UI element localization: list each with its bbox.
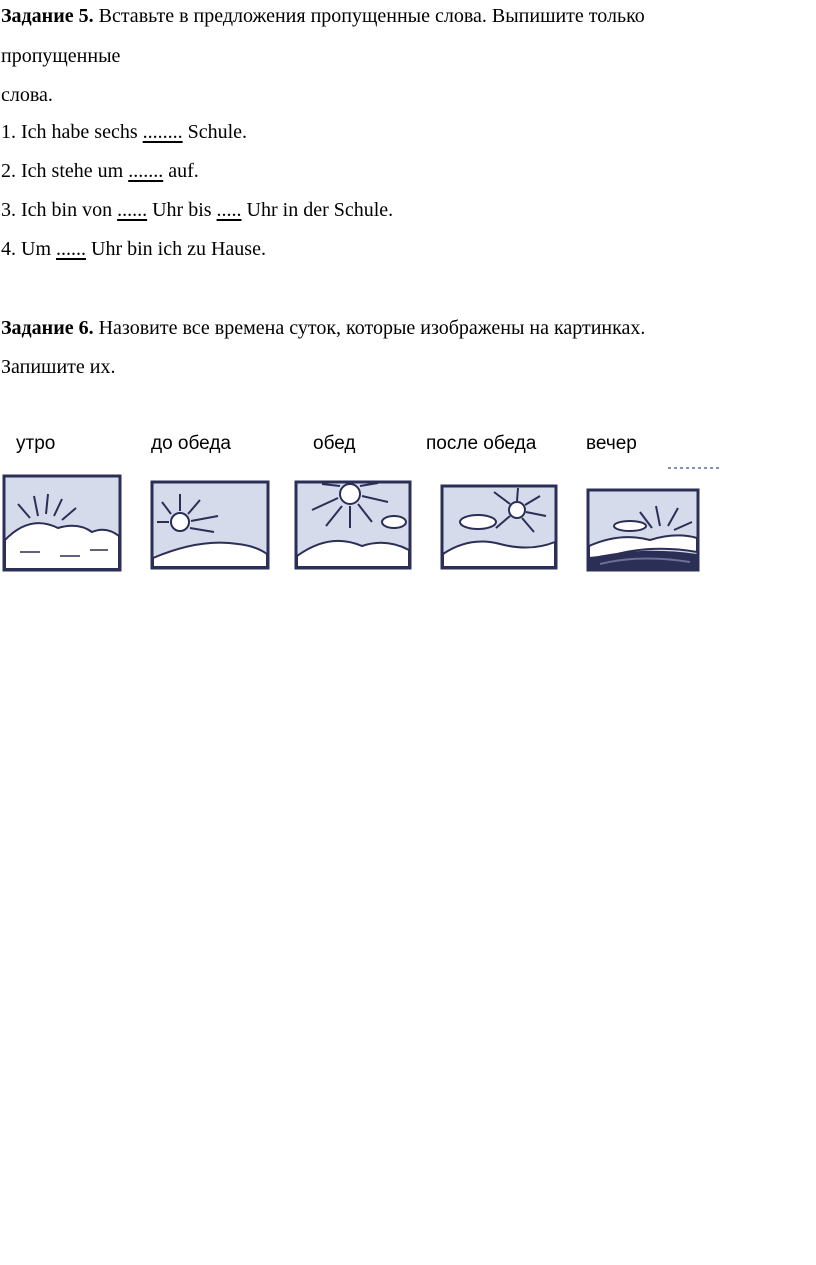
sentence-1	[1, 120, 247, 144]
task6-intro-line1	[1, 316, 645, 340]
blank-field: ........	[142, 121, 183, 143]
blank-field: ......	[56, 238, 86, 260]
sentence-text: 1. Ich habe sechs	[1, 121, 143, 143]
task6-instruction-part1: Назовите все времена суток, которые изображены на картинках.	[93, 317, 646, 339]
sentence-text: Uhr in der Schule.	[241, 199, 394, 221]
times-of-day-picture-strip	[0, 466, 722, 572]
sentence-2	[1, 159, 199, 183]
sentence-4	[1, 237, 266, 261]
sentence-text: 4. Um	[1, 238, 56, 260]
caption-before-noon: до обеда	[151, 433, 231, 454]
caption-evening: вечер	[586, 433, 637, 454]
caption-afternoon: после обеда	[426, 433, 537, 454]
task6-instruction-part2: Запишите их.	[1, 356, 116, 378]
sentence-text: 3. Ich bin von	[1, 199, 118, 221]
task5-heading: Задание 5.	[1, 5, 94, 27]
sentence-text: Schule.	[182, 121, 248, 143]
noon-picture	[296, 482, 410, 568]
blank-field: ......	[117, 199, 148, 221]
task6-heading: Задание 6.	[1, 317, 94, 339]
caption-morning: утро	[16, 433, 56, 454]
task5-instruction-part1: Вставьте в предложения пропущенные слова. Выпишите только	[93, 5, 645, 27]
afternoon-picture	[442, 486, 556, 568]
task5-intro-line1	[1, 4, 645, 28]
blank-field: .......	[128, 160, 164, 182]
sentence-3	[1, 198, 393, 222]
morning-picture	[4, 476, 120, 570]
sentence-text: Uhr bis	[147, 199, 217, 221]
sentence-text: 2. Ich stehe um	[1, 160, 129, 182]
caption-noon: обед	[313, 433, 356, 454]
task5-instruction-part2: пропущенные	[1, 45, 121, 67]
before-noon-picture	[152, 482, 268, 568]
blank-field: .....	[216, 199, 242, 221]
sentence-text: auf.	[163, 160, 199, 182]
sentence-text: Uhr bin ich zu Hause.	[86, 238, 266, 260]
evening-picture	[588, 490, 698, 570]
task5-instruction-part3: слова.	[1, 84, 53, 106]
